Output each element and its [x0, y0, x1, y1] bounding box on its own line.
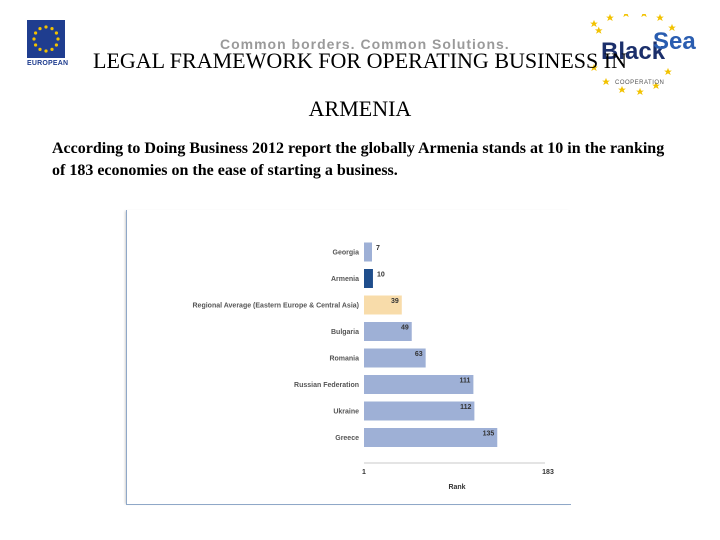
category-label: Armenia [330, 276, 359, 283]
chart-bar [364, 428, 497, 447]
logo-word-black: Black [601, 38, 666, 65]
x-axis-label: Rank [448, 484, 466, 491]
value-label: 7 [376, 245, 380, 252]
value-label: 111 [459, 377, 471, 385]
intro-paragraph: According to Doing Business 2012 report the globally Armenia stands at 10 in the ranking of 183 economies on the ease of starting a business. [52, 140, 665, 179]
value-label: 135 [482, 430, 495, 438]
slogan: Common borders. Common Solutions. [220, 36, 510, 52]
x-tick-label: 1 [362, 469, 366, 476]
logo-word-sea: Sea [653, 28, 696, 55]
x-tick-label: 183 [542, 469, 554, 476]
chart-bar [364, 402, 474, 421]
chart-bar [364, 375, 473, 394]
page-title-line-2: ARMENIA [308, 96, 412, 121]
page-title-line-1: LEGAL FRAMEWORK FOR OPERATING BUSINESS IN [93, 48, 627, 73]
ranking-chart-svg [127, 210, 571, 504]
category-label: Romania [329, 355, 359, 363]
value-label: 39 [390, 298, 399, 305]
value-label: 112 [460, 404, 472, 411]
category-label: Russian Federation [294, 382, 359, 389]
category-label: Regional Average (Eastern Europe & Central Asia) [192, 302, 359, 310]
category-label: Greece [335, 435, 359, 442]
logo-subtitle: COOPERATION [615, 80, 665, 86]
ranking-chart [126, 210, 571, 505]
value-label: 49 [400, 324, 409, 332]
chart-bar [364, 269, 373, 288]
category-label: Bulgaria [330, 329, 359, 336]
eu-caption: EUROPEAN [27, 60, 69, 67]
chart-bar [364, 243, 372, 262]
value-label: 63 [414, 351, 423, 358]
value-label: 10 [376, 271, 385, 279]
category-label: Ukraine [333, 408, 359, 416]
category-label: Georgia [332, 249, 359, 257]
